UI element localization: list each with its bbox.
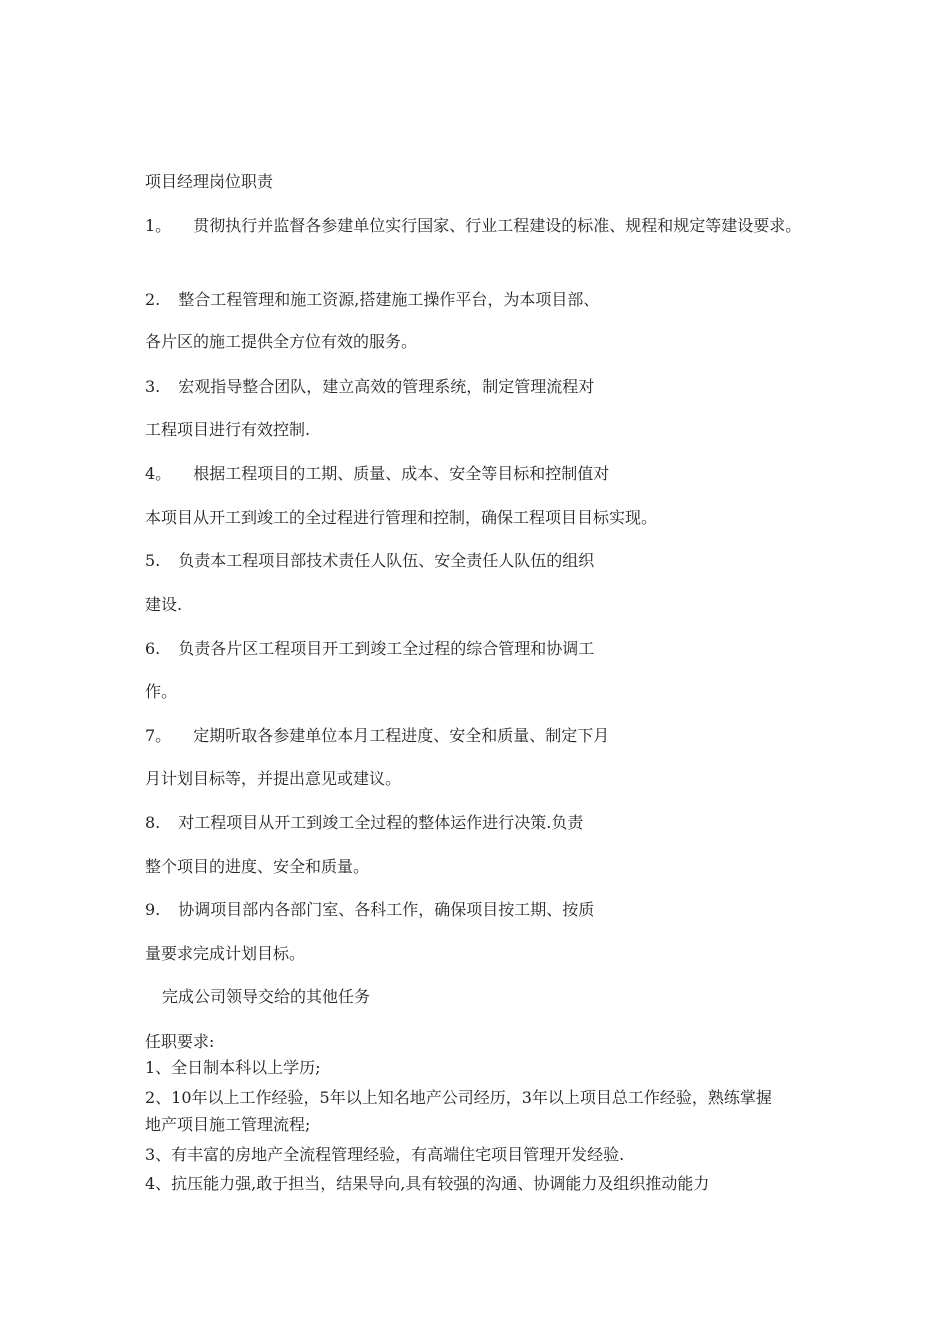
duty-item-4 [145,464,609,484]
duty-continuation: 整个项目的进度、安全和质量。 [145,857,370,876]
document-title: 项目经理岗位职责 [145,172,274,191]
duty-continuation: 作。 [145,682,178,701]
duty-text: 负责各片区工程项目开工到竣工全过程的综合管理和协调工 [178,639,595,658]
duty-text: 根据工程项目的工期、质量、成本、安全等目标和控制值对 [193,464,610,483]
duty-text: 定期听取各参建单位本月工程进度、安全和质量、制定下月 [193,726,610,745]
duty-number: 8. [145,813,161,832]
duty-text: 整合工程管理和施工资源,搭建施工操作平台，为本项目部、 [178,290,600,309]
duty-text: 对工程项目从开工到竣工全过程的整体运作进行决策.负责 [178,813,584,832]
duty-text: 宏观指导整合团队，建立高效的管理系统，制定管理流程对 [178,377,595,396]
duty-item-9 [145,900,594,920]
duty-continuation: 工程项目进行有效控制. [145,420,311,439]
other-task: 完成公司领导交给的其他任务 [162,987,371,1006]
requirement-line: 地产项目施工管理流程; [145,1115,311,1134]
duty-item-6 [145,639,594,659]
duty-continuation: 量要求完成计划目标。 [145,944,306,963]
requirement-line: 4、抗压能力强,敢于担当，结果导向,具有较强的沟通、协调能力及组织推动能力 [145,1174,710,1193]
requirement-line: 1、全日制本科以上学历; [145,1058,321,1077]
requirements-title: 任职要求: [145,1032,215,1051]
duty-number: 4。 [145,464,172,483]
duty-item-7 [145,726,609,746]
duty-number: 7。 [145,726,172,745]
requirement-line: 3、有丰富的房地产全流程管理经验，有高端住宅项目管理开发经验. [145,1145,625,1164]
duty-number: 5. [145,551,161,570]
duty-number: 2. [145,290,161,309]
duty-number: 1。 [145,216,172,235]
duty-text: 协调项目部内各部门室、各科工作，确保项目按工期、按质 [178,900,595,919]
duty-text: 负责本工程项目部技术责任人队伍、安全责任人队伍的组织 [178,551,595,570]
duty-continuation: 建设. [145,595,183,614]
duty-item-3 [145,377,594,397]
duty-item-2 [145,290,599,310]
duty-text: 贯彻执行并监督各参建单位实行国家、行业工程建设的标准、规程和规定等建设要求。 [193,216,802,235]
duty-continuation: 各片区的施工提供全方位有效的服务。 [145,332,418,351]
duty-item-5 [145,551,594,571]
duty-continuation: 月计划目标等，并提出意见或建议。 [145,769,402,788]
duty-number: 3. [145,377,161,396]
duty-item-1 [145,216,801,236]
duty-item-8 [145,813,583,833]
duty-number: 6. [145,639,161,658]
duty-number: 9. [145,900,161,919]
duty-continuation: 本项目从开工到竣工的全过程进行管理和控制，确保工程项目目标实现。 [145,508,658,527]
requirement-line: 2、10年以上工作经验，5年以上知名地产公司经历，3年以上项目总工作经验，熟练掌握 [145,1088,772,1107]
